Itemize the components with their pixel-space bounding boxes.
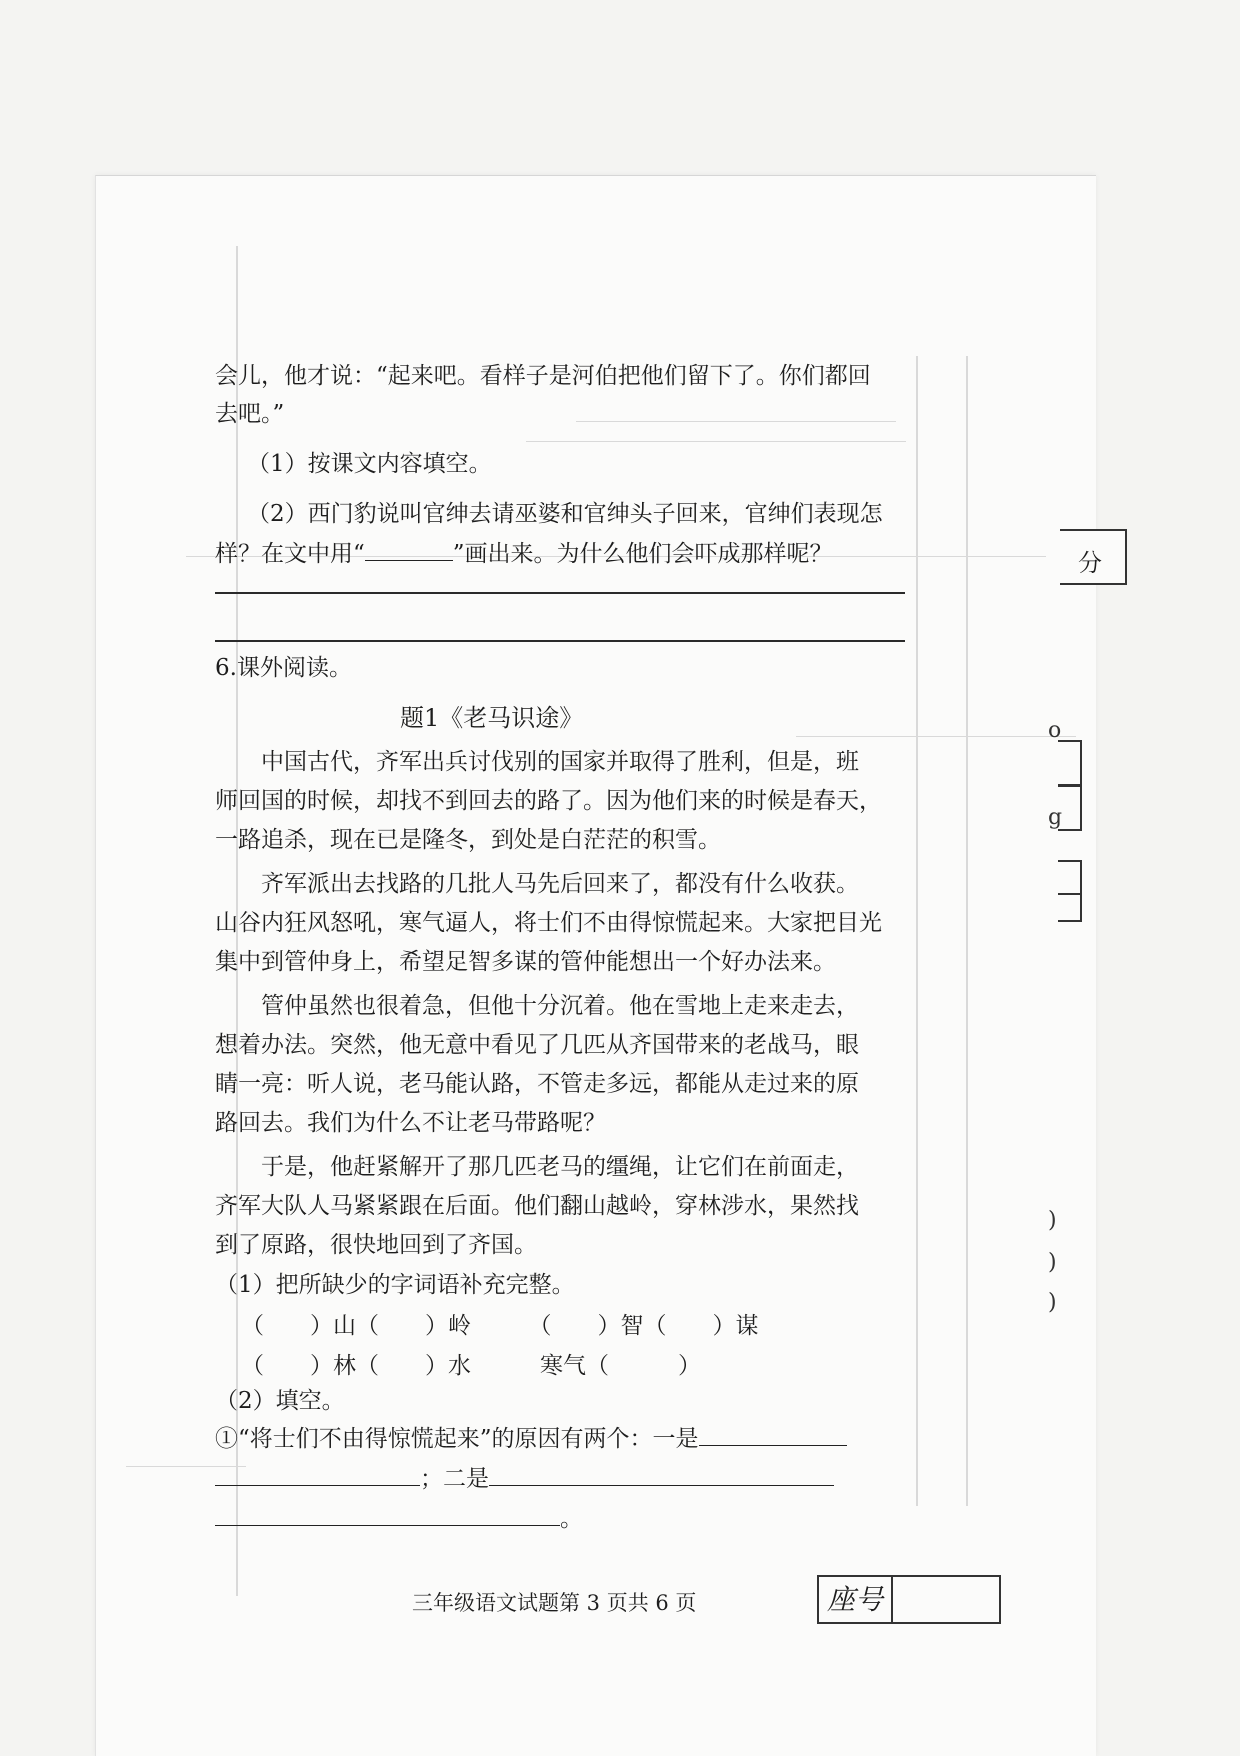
bleed-through-line (576, 421, 896, 422)
bleed-through-line (796, 736, 1076, 737)
underline-blank[interactable] (365, 538, 453, 561)
reading-paragraph-line: 想着办法。突然，他无意中看见了几匹从齐国带来的老战马，眼 (215, 1032, 859, 1058)
reading-paragraph-line: 集中到管仲身上，希望足智多谋的管仲能想出一个好办法来。 (215, 949, 836, 975)
passage-line: 去吧。” (215, 401, 285, 427)
underline-blank[interactable] (215, 1503, 560, 1526)
subquestion-2-item-cont (215, 1463, 834, 1496)
reading-paragraph-line: 山谷内狂风怒吼，寒气逼人，将士们不由得惊慌起来。大家把目光 (215, 910, 882, 936)
subquestion-2-text: ；二是 (420, 1466, 489, 1492)
bleed-through-line (916, 356, 918, 1506)
underline-blank[interactable] (699, 1423, 847, 1446)
answer-line[interactable] (215, 640, 905, 642)
side-mark: o (1048, 718, 1062, 743)
reading-paragraph-line: 管仲虽然也很着急，但他十分沉着。他在雪地上走来走去， (261, 993, 859, 1019)
subquestion-1: （1）把所缺少的字词语补充完整。 (215, 1272, 575, 1298)
reading-paragraph-line: 中国古代，齐军出兵讨伐别的国家并取得了胜利，但是，班 (261, 749, 859, 775)
question-2: （2）西门豹说叫官绅去请巫婆和官绅头子回来，官绅们表现怎 (247, 501, 883, 527)
subquestion-2: （2）填空。 (215, 1388, 345, 1414)
bleed-through-line (966, 356, 968, 1506)
section-6-heading: 6.课外阅读。 (215, 655, 352, 681)
page-footer: 三年级语文试题第 3 页共 6 页 (412, 1591, 697, 1615)
question-2-cont (215, 538, 833, 571)
reading-paragraph-line: 于是，他赶紧解开了那几匹老马的缰绳，让它们在前面走， (261, 1154, 859, 1180)
reading-paragraph-line: 师回国的时候，却找不到回去的路了。因为他们来的时候是春天， (215, 788, 882, 814)
reading-paragraph-line: 齐军派出去找路的几批人马先后回来了，都没有什么收获。 (261, 871, 859, 897)
score-label: 分 (1078, 549, 1102, 577)
answer-line[interactable] (215, 592, 905, 594)
reading-paragraph-line: 路回去。我们为什么不让老马带路呢？ (215, 1110, 606, 1136)
question-1: （1）按课文内容填空。 (247, 451, 492, 477)
question-2-text: 样？在文中用“ (215, 541, 365, 567)
side-score-box[interactable] (1058, 893, 1082, 922)
fill-row[interactable]: （ ）林（ ）水 寒气（ ） (241, 1353, 701, 1379)
bleed-through-line (526, 441, 906, 442)
passage-line: 会儿，他才说：“起来吧。看样子是河伯把他们留下了。你们都回 (215, 363, 871, 389)
subquestion-2-item-end (215, 1503, 583, 1536)
side-mark: g (1048, 805, 1063, 830)
side-bracket: ) (1048, 1208, 1057, 1233)
seat-label: 座号 (819, 1577, 893, 1622)
subquestion-2-item (215, 1423, 847, 1456)
side-bracket: ) (1048, 1290, 1057, 1315)
reading-paragraph-line: 睛一亮：听人说，老马能认路，不管走多远，都能从走过来的原 (215, 1071, 859, 1097)
fill-row[interactable]: （ ）山（ ）岭 （ ）智（ ）谋 (241, 1313, 759, 1339)
reading-paragraph-line: 一路追杀，现在已是隆冬，到处是白茫茫的积雪。 (215, 827, 721, 853)
reading-title: 题1《老马识途》 (400, 704, 584, 732)
score-box[interactable] (1060, 529, 1127, 585)
seat-number-box[interactable] (817, 1575, 1001, 1624)
reading-paragraph-line: 齐军大队人马紧紧跟在后面。他们翻山越岭，穿林涉水，果然找 (215, 1193, 859, 1219)
subquestion-2-text: 。 (560, 1506, 583, 1532)
question-2-text: ”画出来。为什么他们会吓成那样呢？ (452, 541, 833, 567)
side-bracket: ) (1048, 1250, 1057, 1275)
underline-blank[interactable] (215, 1463, 420, 1486)
reading-paragraph-line: 到了原路，很快地回到了齐国。 (215, 1232, 537, 1258)
underline-blank[interactable] (489, 1463, 834, 1486)
side-score-box[interactable] (1058, 740, 1082, 786)
subquestion-2-text: ①“将士们不由得惊慌起来”的原因有两个：一是 (215, 1426, 699, 1452)
